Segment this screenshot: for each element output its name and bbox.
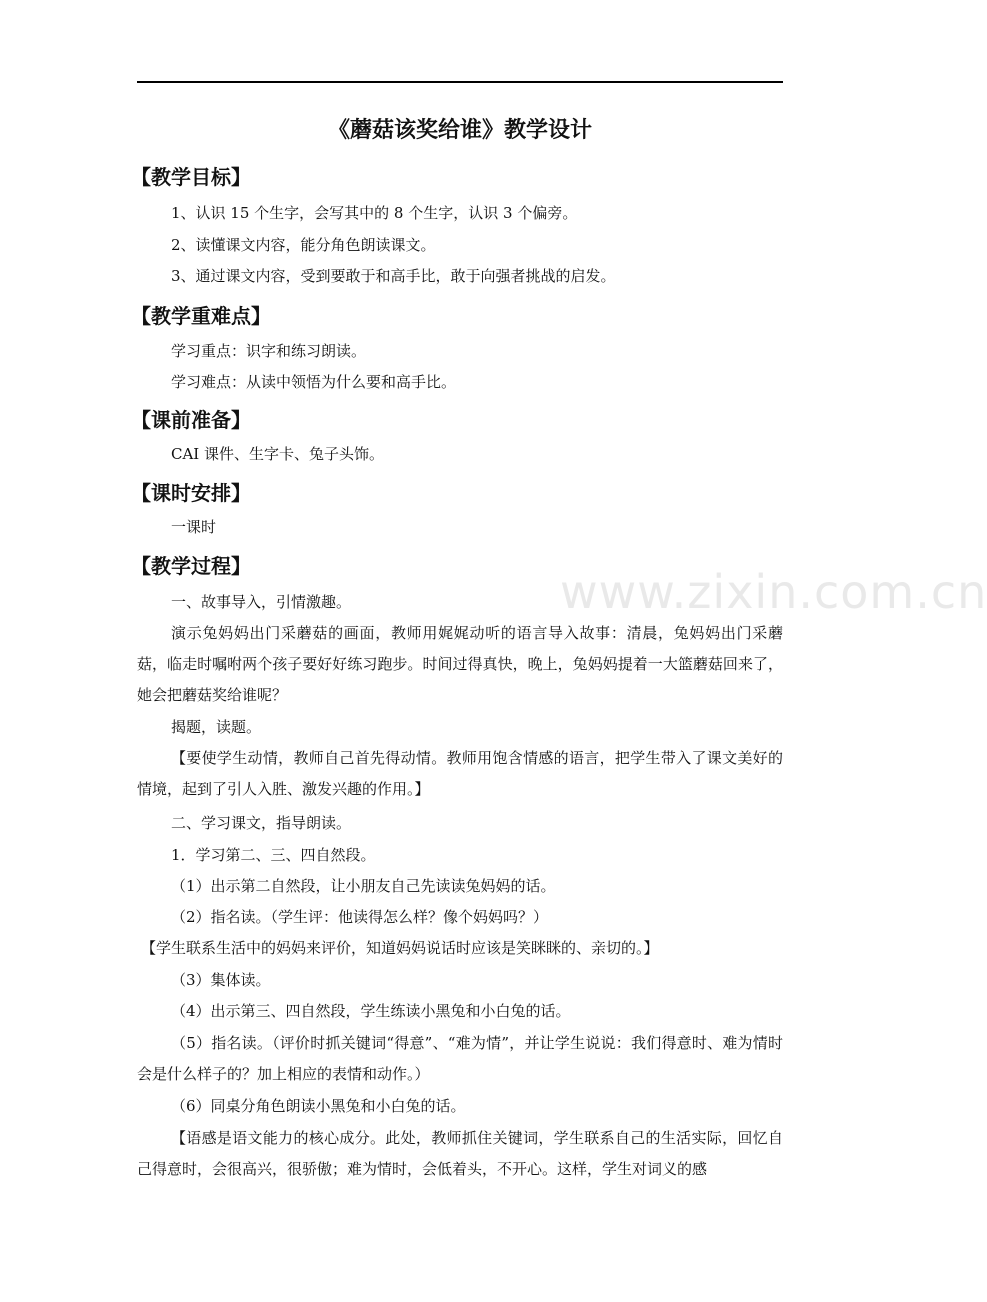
header-rule	[137, 81, 783, 83]
key-point-1: 学习重点：识字和练习朗读。	[171, 342, 367, 360]
heading-schedule: 【课时安排】	[131, 481, 251, 505]
preparation-item: CAI 课件、生字卡、兔子头饰。	[171, 445, 385, 463]
process-paragraph-4: 二、学习课文，指导朗读。	[171, 814, 352, 832]
heading-key-points: 【教学重难点】	[131, 304, 271, 328]
goal-item-1: 1、认识 15 个生字，会写其中的 8 个生字，认识 3 个偏旁。	[171, 204, 578, 222]
process-paragraph-7: （2）指名读。（学生评：他读得怎么样？像个妈妈吗？）	[171, 908, 549, 926]
key-point-2: 学习难点：从读中领悟为什么要和高手比。	[171, 373, 457, 391]
schedule-item: 一课时	[171, 518, 217, 536]
heading-preparation: 【课前准备】	[131, 408, 251, 432]
process-note-2: 【学生联系生活中的妈妈来评价，知道妈妈说话时应该是笑眯眯的、亲切的。】	[141, 939, 659, 957]
process-paragraph-5: 1．学习第二、三、四自然段。	[171, 846, 376, 864]
document-title: 《蘑菇该奖给谁》教学设计	[327, 117, 592, 143]
watermark: www.zixin.com.cn	[560, 565, 987, 619]
process-note-3: 【语感是语文能力的核心成分。此处，教师抓住关键词，学生联系自己的生活实际，回忆自己得意时，会很高兴，很骄傲；难为情时，会低着头，不开心。这样，学生对词义的感	[137, 1129, 783, 1178]
process-paragraph-1: 一、故事导入，引情激趣。	[171, 593, 352, 611]
process-paragraph-3: 揭题，读题。	[171, 718, 262, 736]
process-note-1: 【要使学生动情，教师自己首先得动情。教师用饱含情感的语言，把学生带入了课文美好的情境，起到了引人入胜、激发兴趣的作用。】	[137, 749, 783, 798]
process-paragraph-8: （3）集体读。	[171, 971, 271, 989]
process-paragraph-9: （4）出示第三、四自然段，学生练读小黑兔和小白兔的话。	[171, 1002, 571, 1020]
goal-item-3: 3、通过课文内容，受到要敢于和高手比，敢于向强者挑战的启发。	[171, 267, 616, 285]
process-paragraph-6: （1）出示第二自然段，让小朋友自己先读读兔妈妈的话。	[171, 877, 556, 895]
process-paragraph-2: 演示兔妈妈出门采蘑菇的画面，教师用娓娓动听的语言导入故事：清晨，兔妈妈出门采蘑菇，临走时嘱咐两个孩子要好好练习跑步。时间过得真快，晚上，兔妈妈提着一大篮蘑菇回来了，她会把蘑菇奖给谁呢？	[137, 624, 783, 704]
goal-item-2: 2、读懂课文内容，能分角色朗读课文。	[171, 236, 436, 254]
process-paragraph-10: （5）指名读。（评价时抓关键词“得意”、“难为情”，并让学生说说：我们得意时、难为情时会是什么样子的？加上相应的表情和动作。）	[137, 1034, 783, 1083]
process-paragraph-11: （6）同桌分角色朗读小黑兔和小白兔的话。	[171, 1097, 466, 1115]
heading-teaching-goals: 【教学目标】	[131, 165, 251, 189]
heading-teaching-process: 【教学过程】	[131, 554, 251, 578]
